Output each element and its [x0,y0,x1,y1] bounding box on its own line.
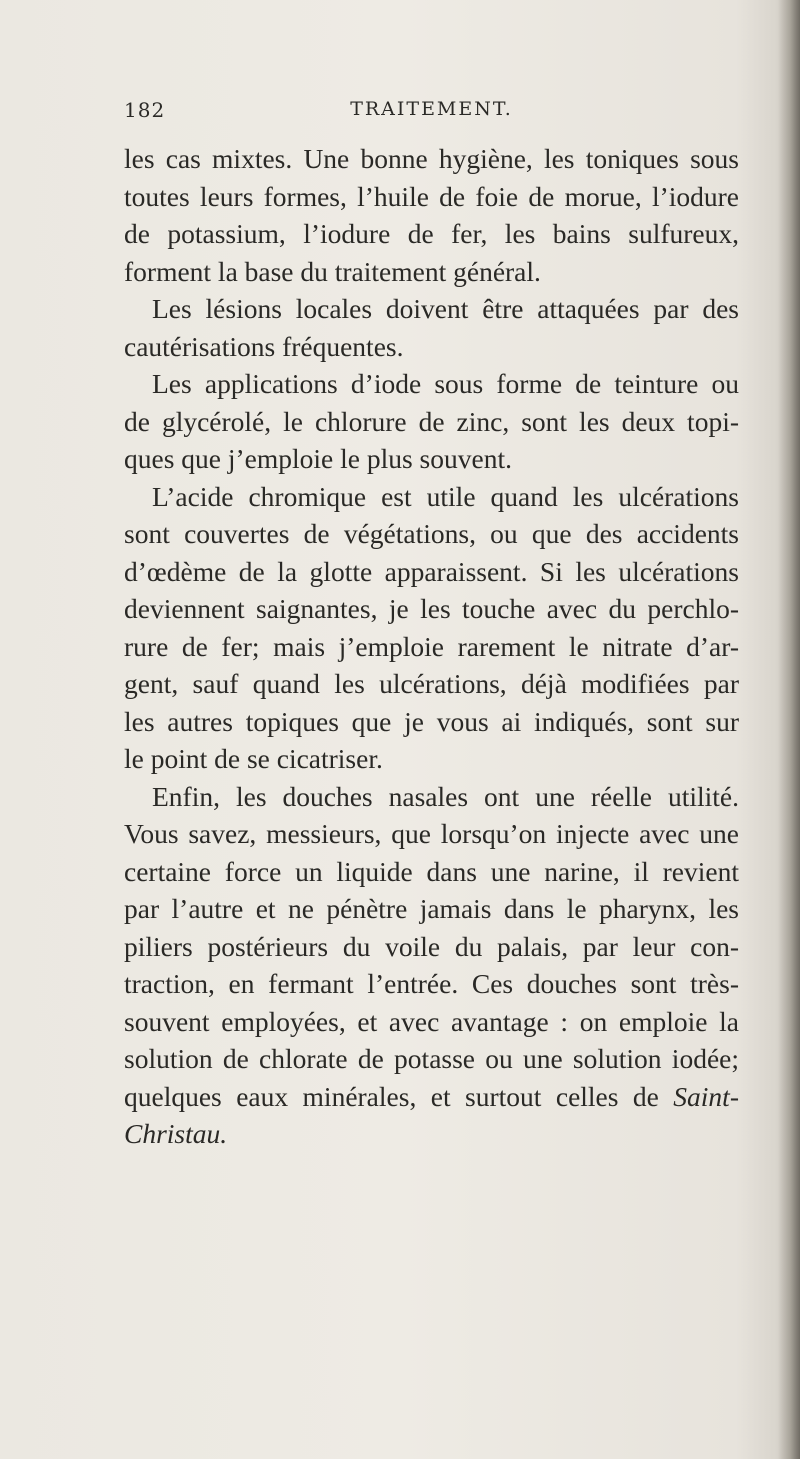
text-line: Les applications d’iode sous forme de teinture ou [152,368,739,399]
text-line: les autres topiques que je vous ai indiqués, sont sur [124,705,739,737]
text-line: ques que j’emploie le plus souvent. [124,443,512,474]
paragraph [124,365,739,478]
text-line: traction, en fermant l’entrée. Ces douches sont très- [124,968,739,999]
page-header [124,98,739,134]
paragraph [124,290,739,365]
italic-place-name: Saint- [673,1080,739,1112]
text-line: deviennent saignantes, je les touche avec du perchlo- [124,593,739,624]
text-line: toutes leurs formes, l’huile de foie de morue, l’iodure [124,180,739,212]
text-line: certaine force un liquide dans une narine, il revient [124,855,739,887]
text-line: Vous savez, messieurs, que lorsqu’on injecte avec une [124,818,739,849]
text-line: Enfin, les douches nasales ont une réelle utilité. [152,780,739,812]
text-line: rure de fer; mais j’emploie rarement le nitrate d’ar- [124,630,739,662]
text-line: les cas mixtes. Une bonne hygiène, les toniques sous [124,143,739,174]
paragraph [124,478,739,778]
text-line: d’œdème de la glotte apparaissent. Si les ulcérations [124,555,739,587]
text-line: gent, sauf quand les ulcérations, déjà modifiées par [124,668,739,699]
text-line: le point de se cicatriser. [124,743,383,774]
text-line: par l’autre et ne pénètre jamais dans le pharynx, les [124,893,739,924]
running-head: TRAITEMENT. [350,98,513,120]
page-number: 182 [124,98,166,122]
text-line: solution de chlorate de potasse ou une solution iodée; [124,1043,739,1074]
italic-place-name-end: Christau. [124,1118,228,1149]
body-text [124,140,739,1153]
text-line: cautérisations fréquentes. [124,330,404,362]
text-line: forment la base du traitement général. [124,255,541,287]
text-line: souvent employées, et avec avantage : on emploie la [124,1005,739,1037]
paragraph [124,140,739,290]
text-line: Les lésions locales doivent être attaquées par des [152,293,739,324]
text-line: de glycérolé, le chlorure de zinc, sont les deux topi- [124,405,739,437]
text-line [124,1078,739,1116]
text-line: piliers postérieurs du voile du palais, par leur con- [124,930,739,962]
text-line-segment: quelques eaux minérales, et surtout celles de [124,1080,659,1112]
text-line: sont couvertes de végétations, ou que des accidents [124,518,739,549]
paragraph [124,778,739,1153]
page-edge-shadow [778,0,800,1459]
text-line: L’acide chromique est utile quand les ulcérations [152,480,739,512]
text-line: de potassium, l’iodure de fer, les bains sulfureux, [124,218,739,249]
